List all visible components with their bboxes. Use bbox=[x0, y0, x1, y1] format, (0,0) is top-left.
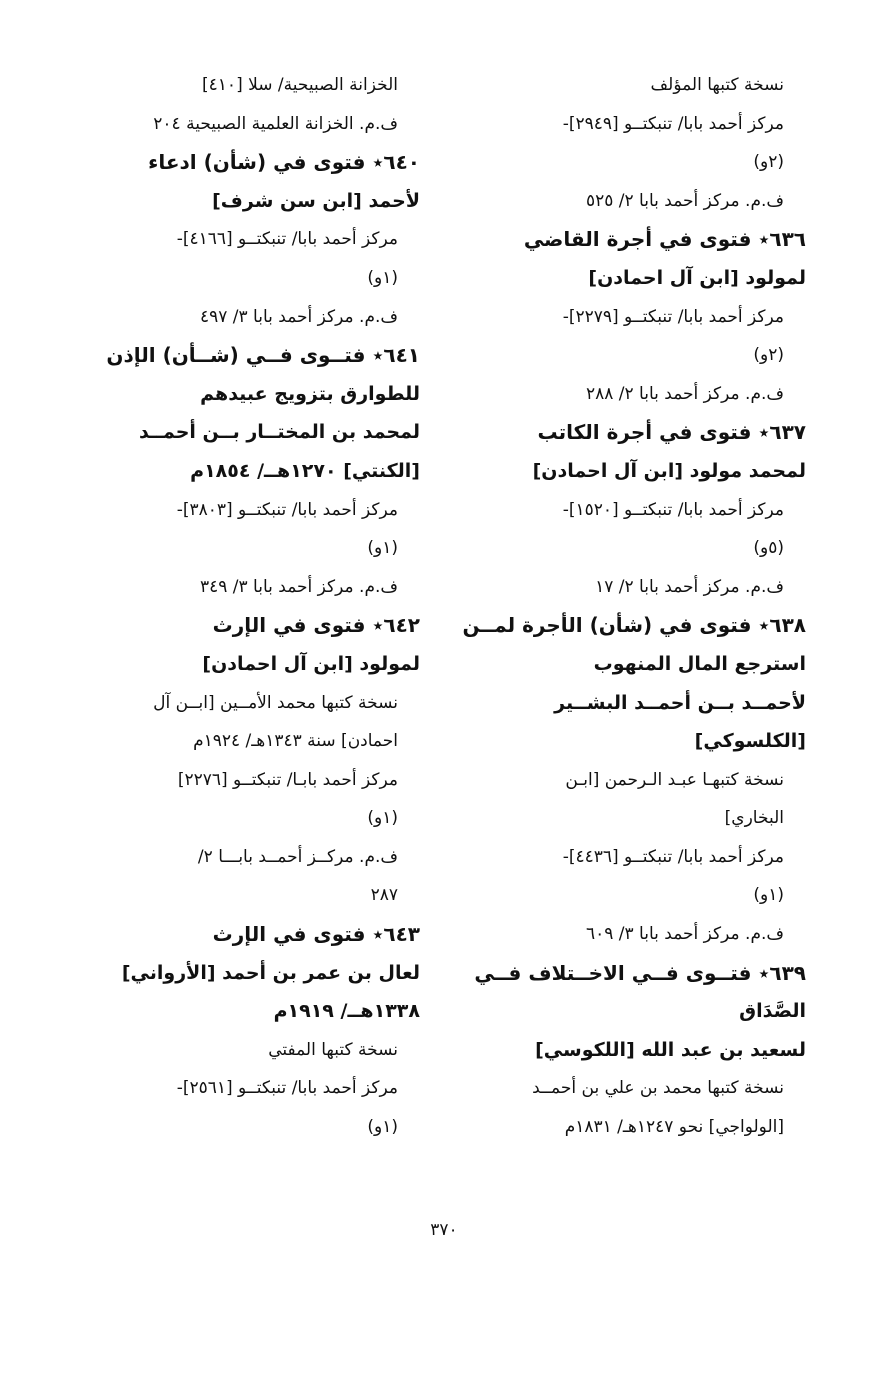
entry-author: [الكلسوكي] bbox=[694, 730, 806, 753]
entry-detail: مركز أحمد بابا/ تنبكتــو [٢٢٧٩]- bbox=[562, 306, 784, 327]
entry-detail: البخاري] bbox=[724, 808, 784, 829]
entry-author: لسعيد بن عبد الله [اللكوسي] bbox=[535, 1038, 806, 1061]
entry-detail: ف.م. مركز أحمد بابا ٣/ ٦٠٩ bbox=[585, 924, 784, 945]
entry-detail: (٢و) bbox=[753, 152, 784, 173]
entry-detail: مركز أحمد بابا/ تنبكتــو [٤٤٣٦]- bbox=[562, 846, 784, 867]
entry-detail: ف.م. مركــز أحمــد بابـــا ٢/ bbox=[197, 846, 398, 867]
page-number: ٣٧٠ bbox=[430, 1220, 458, 1240]
entry-detail: ف.م. مركز أحمد بابا ٣/ ٣٤٩ bbox=[199, 576, 398, 597]
entry-author: لعال بن عمر بن أحمد [الأرواني] bbox=[121, 961, 420, 984]
entry-detail: (٥و) bbox=[753, 538, 784, 559]
entry-author: الصَّدَاق bbox=[739, 1000, 806, 1023]
entry-title: ٦٣٧٭ فتوى في أجرة الكاتب bbox=[537, 420, 806, 445]
right-column bbox=[450, 66, 806, 1147]
entry-detail: ف.م. مركز أحمد بابا ٢/ ٥٢٥ bbox=[585, 190, 784, 211]
entry-title: ٦٣٨٭ فتوى في (شأن) الأجرة لمــن bbox=[462, 613, 806, 638]
entry-title: ٦٣٦٭ فتوى في أجرة القاضي bbox=[523, 227, 806, 252]
entry-title: ٦٤٣٭ فتوى في الإرث bbox=[212, 922, 420, 947]
entry-detail: (١و) bbox=[367, 538, 398, 559]
entry-title: ٦٤١٭ فتــوى فــي (شــأن) الإذن bbox=[106, 343, 420, 368]
entry-title: ٦٤٠٭ فتوى في (شأن) ادعاء bbox=[148, 150, 420, 175]
entry-detail: نسخة كتبها المفتي bbox=[268, 1039, 398, 1060]
entry-detail: (١و) bbox=[753, 885, 784, 906]
entry-detail: ف.م. مركز أحمد بابا ٢/ ٢٨٨ bbox=[585, 383, 784, 404]
entry-detail: ف.م. مركز أحمد بابا ٢/ ١٧ bbox=[595, 576, 784, 597]
entry-detail: (١و) bbox=[367, 267, 398, 288]
entry-detail: ف.م. الخزانة العلمية الصبيحية ٢٠٤ bbox=[153, 113, 398, 134]
entry-author: [الكنتي] ١٢٧٠هــ/ ١٨٥٤م bbox=[190, 459, 420, 482]
entry-detail: نسخة كتبهـا عبـد الـرحمن [ابـن bbox=[565, 769, 784, 790]
entry-detail: مركز أحمد بابا/ تنبكتــو [٢٥٦١]- bbox=[176, 1078, 398, 1099]
entry-detail: نسخة كتبها محمد الأمــين [ابــن آل bbox=[153, 692, 398, 713]
entry-detail: مركز أحمد بابـا/ تنبكتــو [٢٢٧٦] bbox=[177, 769, 398, 790]
entry-detail: مركز أحمد بابا/ تنبكتــو [٢٩٤٩]- bbox=[562, 113, 784, 134]
entry-author: لمولود [ابن آل احمادن] bbox=[202, 652, 420, 675]
entry-detail: [الولواجي] نحو ١٢٤٧هـ/ ١٨٣١م bbox=[564, 1117, 784, 1138]
entry-author: لأحمــد بــن أحمــد البشــير bbox=[554, 691, 806, 714]
entry-author: للطوارق بتزويج عبيدهم bbox=[200, 382, 420, 405]
entry-detail: نسخة كتبها محمد بن علي بن أحمــد bbox=[532, 1078, 784, 1099]
entry-detail: (١و) bbox=[367, 1117, 398, 1138]
entry-detail: (٢و) bbox=[753, 345, 784, 366]
entry-author: لمحمد مولود [ابن آل احمادن] bbox=[532, 459, 806, 482]
entry-title: ٦٤٢٭ فتوى في الإرث bbox=[212, 613, 420, 638]
entry-author: استرجع المال المنهوب bbox=[593, 652, 806, 675]
entry-detail: ف.م. مركز أحمد بابا ٣/ ٤٩٧ bbox=[199, 306, 398, 327]
entry-detail: نسخة كتبها المؤلف bbox=[650, 75, 784, 95]
entry-title: ٦٣٩٭ فتــوى فــي الاخــتلاف فــي bbox=[474, 960, 806, 985]
entry-author: لمولود [ابن آل احمادن] bbox=[588, 266, 806, 289]
entry-detail: (١و) bbox=[367, 808, 398, 829]
entry-detail: الخزانة الصبيحية/ سلا [٤١٠] bbox=[202, 75, 398, 95]
entry-author: لمحمد بن المختــار بــن أحمــد bbox=[139, 421, 420, 444]
entry-detail: مركز أحمد بابا/ تنبكتــو [١٥٢٠]- bbox=[562, 499, 784, 520]
entry-detail: مركز أحمد بابا/ تنبكتــو [٣٨٠٣]- bbox=[176, 499, 398, 520]
entry-detail: احمادن] سنة ١٣٤٣هـ/ ١٩٢٤م bbox=[193, 731, 398, 752]
left-column bbox=[64, 66, 420, 1147]
entry-detail: ٢٨٧ bbox=[370, 885, 398, 906]
entry-detail: مركز أحمد بابا/ تنبكتــو [٤١٦٦]- bbox=[176, 229, 398, 250]
entry-author: ١٣٣٨هــ/ ١٩١٩م bbox=[273, 1000, 420, 1023]
entry-author: لأحمد [ابن سن شرف] bbox=[212, 189, 420, 212]
